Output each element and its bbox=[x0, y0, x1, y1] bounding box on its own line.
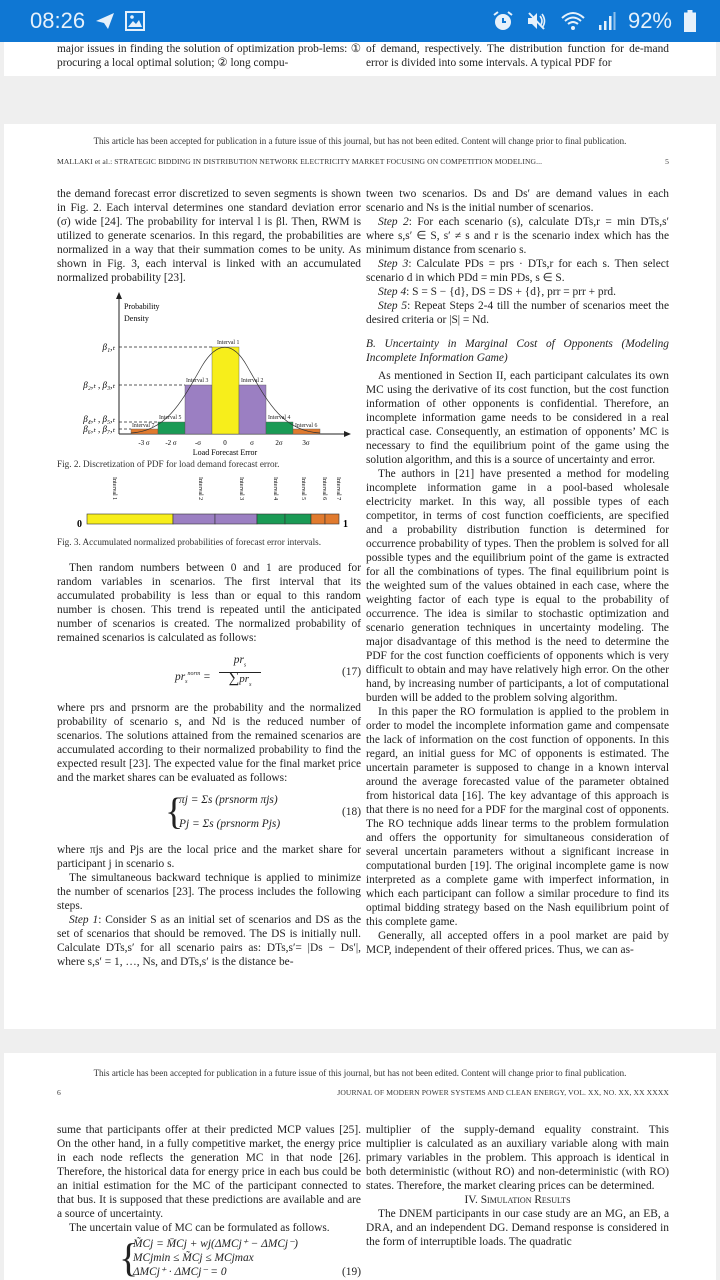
status-bar bbox=[0, 0, 720, 42]
equation-18-line-1: πj = Σs (prsnorm πjs) bbox=[179, 794, 278, 806]
svg-text:Interval 3: Interval 3 bbox=[238, 477, 244, 501]
svg-text:Interval 2: Interval 2 bbox=[197, 477, 203, 501]
mute-icon bbox=[526, 10, 548, 32]
page-number: 5 bbox=[665, 157, 669, 166]
step-4-label: Step 4 bbox=[378, 286, 407, 298]
clock: 08:26 bbox=[30, 8, 86, 33]
svg-text:β₆,ₜ , β₇,ₜ: β₆,ₜ , β₇,ₜ bbox=[83, 424, 115, 434]
svg-text:2σ: 2σ bbox=[275, 439, 283, 447]
paragraph: In this paper the RO formulation is applied to the problem in order to model the incomplete information game and compensate the lack of information on the cost function of opponents. In this regard, an initial guess for MC of opponents is estimated. The uncertain parameter is supposed to change in a known interval around the average forecasted value of the parameter obtained from historical data [16]. The key advantage of this approach is that there is no need for a PDF for the marginal cost of opponents. The RO technique adds linear terms to the problem formulation and offers the opportunity for simultaneous consideration of several uncertain parameters without a significant increase in computational burden [19]. The original incomplete game is now interpreted as a complete game with imperfect information, in which each participant can follow a similar procedure to find its optimal bidding strategy based on the Nash equilibrium point of this complete game. bbox=[366, 706, 669, 928]
equation-19-line-1: M̃Cj = M̄Cj + wj(ΔMCj⁺ − ΔMCj⁻) bbox=[133, 1238, 298, 1250]
svg-text:Interval 3: Interval 3 bbox=[186, 378, 209, 384]
svg-text:Interval 4: Interval 4 bbox=[268, 415, 291, 421]
svg-text:1: 1 bbox=[343, 519, 348, 530]
svg-text:β₁,ₜ: β₁,ₜ bbox=[102, 342, 115, 352]
step-1-label: Step 1 bbox=[69, 914, 99, 926]
svg-text:0: 0 bbox=[223, 439, 227, 447]
equation-19-line-3: ΔMCj⁺ · ΔMCj⁻ = 0 bbox=[133, 1266, 227, 1278]
step-1-text: : Consider S as an initial set of scenarios and DS as the set of scenarios that should be removed. The DS is initially null. Calculate DTs,s′ for all scenario pairs as: DTs,s′= |Ds − Ds′|, where s,s′ = 1, …, Ns, and DTs,s′ is the distance be- bbox=[57, 914, 361, 968]
paragraph-step-5 bbox=[366, 299, 669, 327]
svg-text:σ: σ bbox=[250, 439, 254, 447]
section-heading: IV. Simulation Results bbox=[464, 1194, 571, 1206]
paragraph: where prs and prsnorm are the probability and the normalized probability of scenario s, and Nd is the reduced number of scenarios. The solutions attained from the remained scenarios are accumulated according to their normalized probability to find the expected result [23]. The expected value for the final market price and the market shares can be evaluated as follows: bbox=[57, 702, 361, 784]
step-2-label: Step 2 bbox=[378, 216, 409, 228]
svg-text:Probability: Probability bbox=[124, 302, 160, 311]
gallery-icon bbox=[125, 11, 145, 31]
page-5 bbox=[4, 124, 716, 1029]
svg-text:Interval 1: Interval 1 bbox=[217, 340, 240, 346]
equation-19: { M̃Cj = M̄Cj + wj(ΔMCj⁺ − ΔMCj⁻) MCjmin ≤ M̃Cj ≤ MCjmax ΔMCj⁺ · ΔMCj⁻ = 0 (19) bbox=[119, 1235, 361, 1280]
paragraph: The uncertain value of MC can be formulated as follows. bbox=[69, 1222, 330, 1234]
page-4-right-text: of demand, respectively. The distribution function for de-mand error is divided into some intervals. A typical PDF for bbox=[366, 43, 669, 69]
figure-3-caption: Fig. 3. Accumulated normalized probabilities of forecast error intervals. bbox=[57, 537, 322, 547]
paragraph-step-2 bbox=[366, 215, 669, 257]
paragraph: multiplier of the supply-demand equality constraint. This multiplier is calculated as an auxiliary variable along with main primary variables in the problem. This approach is identical in both deterministic (without RO) and non-deterministic (with RO) states. Therefore, the market clearing prices can be determined. bbox=[366, 1124, 669, 1192]
paragraph: As mentioned in Section II, each participant calculates its own MC using the derivative of its cost function, but the cost function information of other opponents is confidential. Therefore, an incomplete information game needs to be considered in a real practical case. Consequently, an estimation of opponents’ MC is necessary to find the equilibrium point of the game using the solution algorithm, and this is a source of uncertainty and error. bbox=[366, 370, 669, 466]
paragraph: the demand forecast error discretized to seven segments is shown in Fig. 2. Each interval determines one standard deviation error (σ) wide [24]. The probability for interval l is βl. Then, RWM is utilized to generate scenarios. In this regard, the probabilities are normalized in a way that their summation comes to be unity. As shown in Fig. 3, each interval is linked with an accumulated normalized probability [23]. bbox=[57, 188, 361, 284]
svg-text:Density: Density bbox=[124, 314, 149, 323]
running-head bbox=[57, 1088, 669, 1097]
svg-text:Interval 4: Interval 4 bbox=[272, 477, 278, 501]
svg-text:3σ: 3σ bbox=[302, 439, 310, 447]
equation-19-line-2: MCjmin ≤ M̃Cj ≤ MCjmax bbox=[133, 1252, 254, 1264]
paragraph-step-3 bbox=[366, 257, 669, 285]
left-column bbox=[57, 1123, 361, 1280]
equation-18-label: (18) bbox=[342, 806, 361, 818]
left-column bbox=[57, 187, 361, 969]
page-6 bbox=[4, 1053, 716, 1280]
alarm-icon bbox=[492, 10, 514, 32]
step-2-text: : For each scenario (s), calculate DTs,r = min DTs,s′ where s,s′ ∈ S, s′ ≠ s and r is the scenario index which has the minimum distance from scenario s. bbox=[366, 216, 669, 256]
svg-text:Interval 1: Interval 1 bbox=[111, 477, 117, 501]
right-column bbox=[366, 187, 669, 957]
paragraph: Then random numbers between 0 and 1 are produced for random variables in scenarios. The first interval that its accumulated probability is less than or equal to this random number is chosen. This trend is repeated until the anticipated number of scenarios is created. The normalized probability of remained scenarios is calculated as follows: bbox=[57, 562, 361, 644]
step-3-text: : Calculate PDs = prs · DTs,r for each s. Then select scenario d in which PDd = min PDs, s ∈ S. bbox=[366, 258, 669, 284]
step-4-text: : S = S − {d}, DS = DS + {d}, prr = prr + prd. bbox=[406, 286, 616, 298]
accumulated-probability-bar bbox=[57, 473, 361, 533]
step-5-text: : Repeat Steps 2-4 till the number of scenarios meet the desired criteria or |S| = Nd. bbox=[366, 300, 669, 326]
paragraph: Generally, all accepted offers in a pool market are paid by MCP, independent of their offered prices. Thus, we can as- bbox=[366, 930, 669, 956]
telegram-icon bbox=[95, 12, 115, 30]
svg-text:-2 σ: -2 σ bbox=[165, 439, 177, 447]
equation-18: { πj = Σs (prsnorm πjs) Pj = Σs (prsnorm Pjs) (18) bbox=[165, 791, 361, 833]
right-column bbox=[366, 1123, 669, 1249]
page-4-left-text: major issues in finding the solution of optimization prob-lems: ① procuring a local optimal solution; ② long compu- bbox=[57, 43, 361, 69]
svg-text:-σ: -σ bbox=[194, 439, 202, 447]
svg-text:Interval 6: Interval 6 bbox=[321, 477, 327, 501]
svg-text:Interval 5: Interval 5 bbox=[159, 415, 182, 421]
step-5-label: Step 5 bbox=[378, 300, 408, 312]
paragraph-step-1 bbox=[57, 913, 361, 969]
running-head-title: JOURNAL OF MODERN POWER SYSTEMS AND CLEAN ENERGY, VOL. XX, NO. XX, XX XXXX bbox=[337, 1088, 669, 1097]
svg-text:Interval 7: Interval 7 bbox=[132, 423, 155, 429]
paragraph: The DNEM participants in our case study are an MG, an EB, a DRA, and an independent DG. Demand response is considered in the form of interruptible loads. The quadratic bbox=[366, 1208, 669, 1248]
paragraph: The simultaneous backward technique is applied to minimize the number of scenarios [23]. The process includes the following steps. bbox=[57, 872, 361, 912]
publication-notice: This article has been accepted for publication in a future issue of this journal, but has not been edited. Content will change prior to final publication. bbox=[93, 1068, 627, 1078]
battery-percent: 92% bbox=[627, 8, 672, 33]
signal-icon bbox=[598, 11, 616, 31]
page-4-tail bbox=[4, 42, 716, 76]
svg-text:-3 σ: -3 σ bbox=[138, 439, 150, 447]
page-number: 6 bbox=[57, 1088, 61, 1097]
svg-text:Interval 7: Interval 7 bbox=[335, 477, 341, 501]
subsection-heading: B. Uncertainty in Marginal Cost of Opponents (Modeling Incomplete Information Game) bbox=[366, 338, 669, 364]
step-3-label: Step 3 bbox=[378, 258, 409, 270]
paragraph: The authors in [21] have presented a method for modeling incomplete information game in a pool-based wholesale electricity market. In this way, all possible types of each competitor, in terms of cost function coefficients, are specified and a probability distribution function is determined for occurrence probability of types. Then the problem is solved for all possible types and the equilibrium point of the game is extracted for all the combinations of types. The final equilibrium point is the weighted sum of the values obtained in each case, where the weighting factor of each type is equal to the probability of occurrence. The idea is similar to stochastic optimization and scenario generation techniques in uncertainty modeling. The major disadvantage of this method is the need to determine the PDF for the cost function coefficients of opponents which is very difficult to obtain and may have relatively high error. On the other hand, by increasing number of participants, a lot of computational burden will be added to the problem solving algorithm. bbox=[366, 468, 669, 704]
svg-text:Interval 5: Interval 5 bbox=[300, 477, 306, 501]
paragraph: tween two scenarios. Ds and Ds′ are demand values in each scenario and Ns is the initial number of scenarios. bbox=[366, 188, 669, 214]
equation-18-line-2: Pj = Σs (prsnorm Pjs) bbox=[179, 818, 281, 830]
figure-2-caption: Fig. 2. Discretization of PDF for load demand forecast error. bbox=[57, 459, 280, 469]
wifi-icon bbox=[560, 10, 586, 32]
running-head bbox=[57, 157, 669, 166]
pdf-bar-chart bbox=[57, 291, 361, 456]
paragraph: sume that participants offer at their predicted MCP values [25]. On the other hand, in a fully competitive market, the energy price in each node reflects the generation MC in that node [26]. Therefore, the historical data for energy price in each bus could be an initial estimation for the MC of the participant connected to that bus. It is supposed that these predictions are available and are a source of uncertainty. bbox=[57, 1124, 361, 1220]
publication-notice: This article has been accepted for publication in a future issue of this journal, but has not been edited. Content will change prior to final publication. bbox=[93, 136, 627, 146]
figure-2-pdf-chart bbox=[57, 291, 361, 469]
svg-text:0: 0 bbox=[77, 519, 82, 530]
battery-icon bbox=[684, 10, 696, 32]
equation-19-label: (19) bbox=[342, 1266, 361, 1278]
paragraph-step-4 bbox=[366, 285, 669, 299]
equation-17: $pr_s^{norm}$ = $pr_s$ $\sum pr_s$ (17) bbox=[175, 654, 361, 688]
svg-text:Load Forecast Error: Load Forecast Error bbox=[192, 448, 258, 456]
svg-text:Interval 2: Interval 2 bbox=[241, 378, 264, 384]
figure-3-accumulated-bar bbox=[57, 473, 361, 549]
running-head-title: MALLAKI et al.: STRATEGIC BIDDING IN DISTRIBUTION NETWORK ELECTRICITY MARKET FOCUSING ON COMPETITION MODELING... bbox=[57, 157, 543, 166]
svg-text:Interval 6: Interval 6 bbox=[295, 423, 318, 429]
svg-text:β₄,ₜ , β₅,ₜ: β₄,ₜ , β₅,ₜ bbox=[83, 414, 115, 424]
equation-17-label: (17) bbox=[342, 666, 361, 678]
paragraph: where πjs and Pjs are the local price and the market share for participant j in scenario s. bbox=[57, 844, 361, 870]
svg-text:β₂,ₜ , β₃,ₜ: β₂,ₜ , β₃,ₜ bbox=[83, 380, 115, 390]
